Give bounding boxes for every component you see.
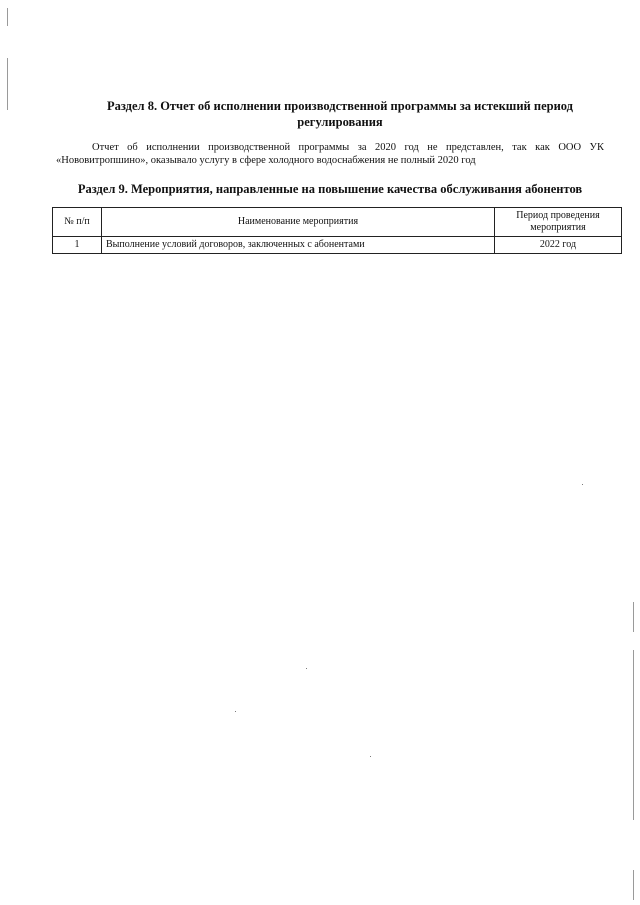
scan-speck — [306, 668, 307, 669]
scan-speck — [370, 756, 371, 757]
table-header-row — [53, 208, 622, 237]
section-8-title-line-1: Раздел 8. Отчет об исполнении производственной программы за истекший период — [107, 99, 573, 113]
cell-period: 2022 год — [495, 237, 622, 254]
scan-artifact-line — [633, 870, 634, 900]
cell-name: Выполнение условий договоров, заключенных с абонентами — [102, 237, 495, 254]
table-row — [53, 237, 622, 254]
section-8-paragraph: Отчет об исполнении производственной программы за 2020 год не представлен, так как ООО УК «Нововитропшино», оказывало услугу в сфере холодного водоснабжения не полный 2020 год — [56, 142, 604, 166]
cell-num: 1 — [53, 237, 102, 254]
scan-artifact-line — [7, 8, 8, 26]
section-9-title: Раздел 9. Мероприятия, направленные на повышение качества обслуживания абонентов — [77, 182, 583, 196]
header-num: № п/п — [53, 208, 102, 237]
events-table — [52, 207, 622, 254]
section-8-title-line-2: регулирования — [297, 115, 383, 129]
header-period: Период проведения мероприятия — [495, 208, 622, 237]
section-8-title — [60, 98, 620, 130]
scan-artifact-line — [633, 650, 634, 820]
scan-speck — [582, 484, 583, 485]
scan-speck — [235, 711, 236, 712]
scan-artifact-line — [633, 602, 634, 632]
header-name: Наименование мероприятия — [102, 208, 495, 237]
scan-artifact-line — [7, 58, 8, 110]
